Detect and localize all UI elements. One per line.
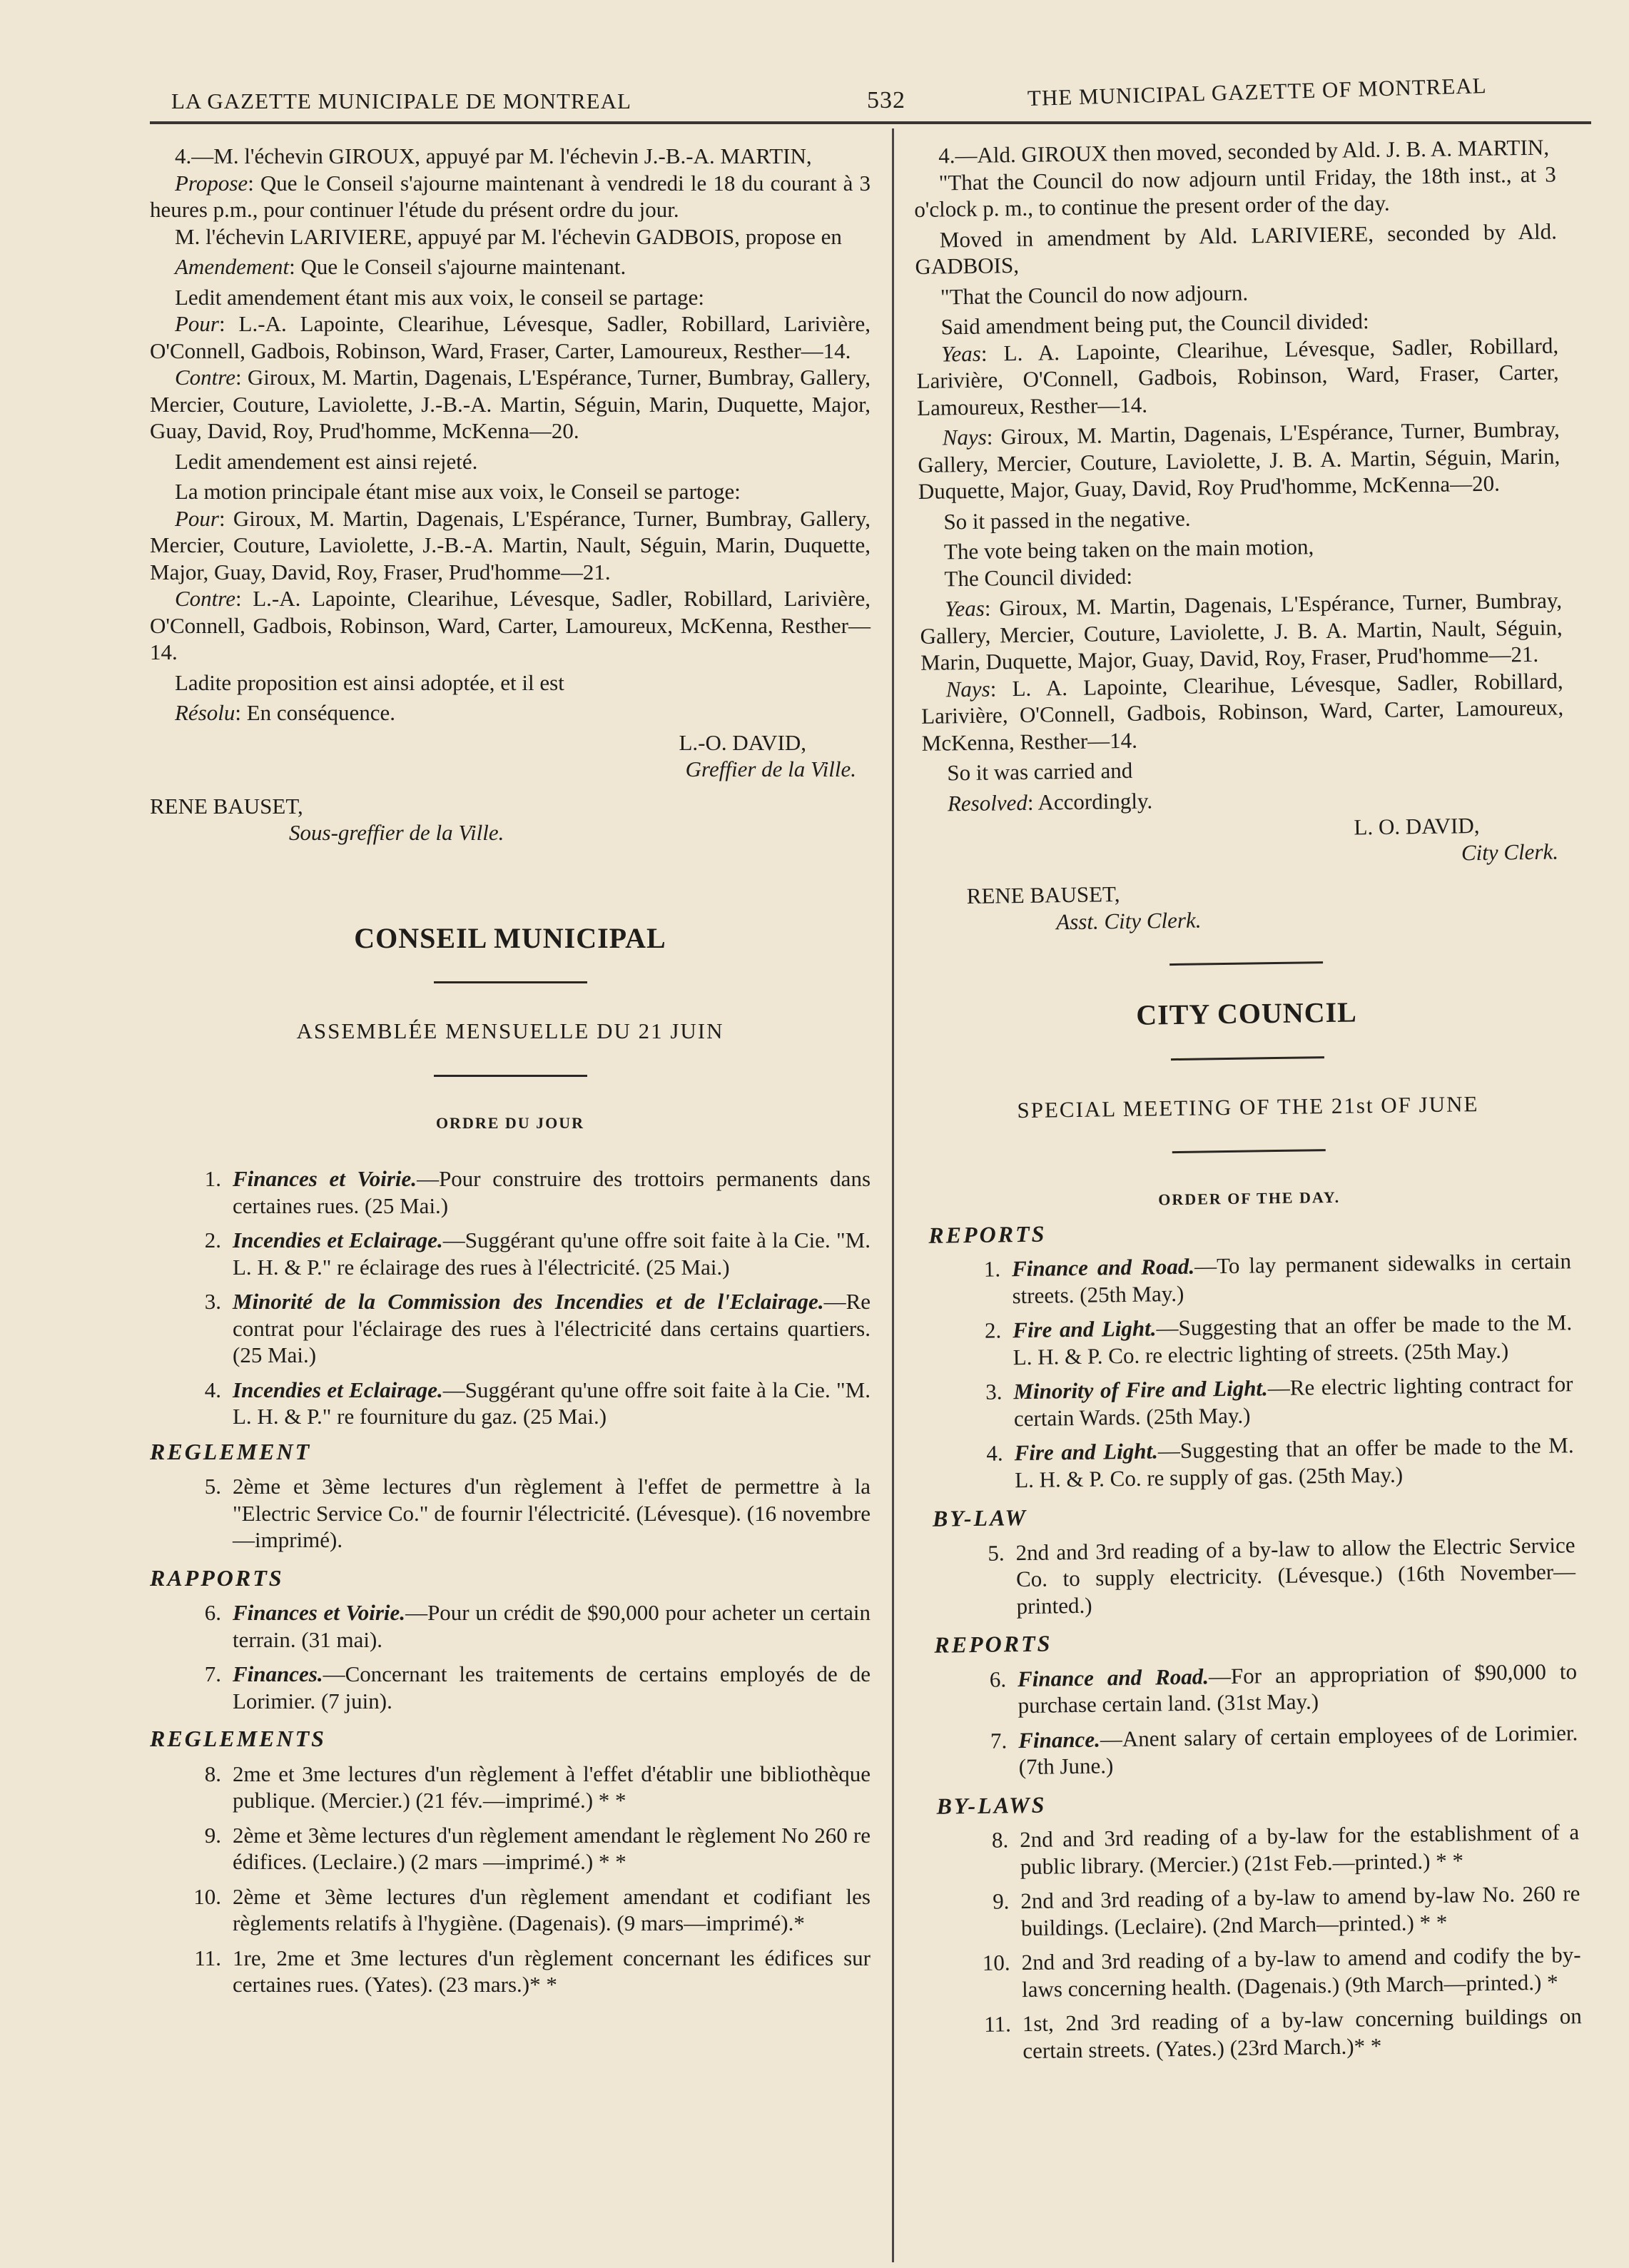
agenda-item xyxy=(930,1370,1573,1433)
assistant-signature-name: RENE BAUSET, xyxy=(150,793,303,819)
agenda-item-text xyxy=(1012,1247,1572,1309)
agenda-item-text xyxy=(1018,1658,1578,1719)
agenda-item xyxy=(930,1309,1573,1372)
agenda-item-number: 6. xyxy=(204,1600,221,1625)
resolution: Resolved: Accordingly. xyxy=(947,787,1153,816)
agenda-item-heading: Incendies et Eclairage. xyxy=(233,1377,443,1402)
agenda-item-text xyxy=(233,1227,871,1280)
paragraph: "That the Council do now adjourn. xyxy=(940,279,1249,309)
category-heading: REGLEMENT xyxy=(150,1438,312,1464)
signature-name: L.-O. DAVID, xyxy=(679,729,806,755)
agenda-item-body: —To lay permanent sidewalks in certain streets. (25th May.) xyxy=(1012,1248,1572,1308)
signature-title: City Clerk. xyxy=(1461,838,1559,865)
agenda-item-body: —Re electric lighting contract for certain Wards. (25th May.) xyxy=(1013,1371,1573,1431)
agenda-item-text xyxy=(1013,1309,1573,1370)
agenda-item-number: 11. xyxy=(983,2011,1012,2037)
agenda-item xyxy=(935,1719,1578,1782)
agenda-item xyxy=(150,1288,871,1369)
paragraph: The vote being taken on the main motion, xyxy=(943,534,1314,565)
agenda-item-heading: Finances et Voirie. xyxy=(233,1166,417,1191)
agenda-item-heading: Finances et Voirie. xyxy=(233,1600,406,1625)
agenda-item-body: 1re, 2me et 3me lectures d'un règlement concernant les édifices sur certaines rues. (Yates). (23 mars.)* * xyxy=(233,1945,871,1997)
vote-yeas: Yeas: Giroux, M. Martin, Dagenais, L'Espérance, Turner, Bumbray, Gallery, Mercier, Couture, Laviolette, J. B. A. Martin, Nault, Séguin, Marin, Duquette, Major, Guay, David, Roy, Fraser, Prud'homme—21. xyxy=(920,587,1563,675)
agenda-item xyxy=(940,2003,1583,2065)
vote-nays: Nays: Giroux, M. Martin, Dagenais, L'Espérance, Turner, Bumbray, Gallery, Mercier, Couture, Laviolette, J. B. A. Martin, Séguin, Marin, Duquette, Major, Guay, David, Roy Prud'homme, McKenna—20. xyxy=(918,416,1561,504)
agenda-list-a xyxy=(929,1247,1575,1494)
paragraph: "That the Council do now adjourn until Friday, the 18th inst., at 3 o'clock p. m., to continue the present order of the day. xyxy=(914,161,1556,222)
agenda-item-number: 3. xyxy=(985,1379,1003,1404)
agenda-item-number: 1. xyxy=(204,1166,221,1191)
signature-title: Greffier de la Ville. xyxy=(685,756,856,781)
divider-rule xyxy=(434,981,587,983)
agenda-item xyxy=(931,1432,1574,1494)
paragraph: So it passed in the negative. xyxy=(943,505,1191,534)
agenda-item xyxy=(938,1941,1581,2004)
english-column xyxy=(913,133,1583,2065)
agenda-item-text xyxy=(233,1473,871,1554)
agenda-item-number: 2. xyxy=(204,1227,221,1252)
agenda-item-number: 5. xyxy=(988,1539,1005,1566)
category-heading: BY-LAWS xyxy=(936,1791,1047,1819)
agenda-item-text xyxy=(233,1599,871,1653)
agenda-item xyxy=(150,1761,871,1814)
agenda-item-number: 7. xyxy=(204,1661,221,1686)
agenda-item-text xyxy=(233,1165,871,1219)
vote-yeas: Yeas: L. A. Lapointe, Clearihue, Lévesque, Sadler, Robillard, Larivière, O'Connell, Gadbois, Robinson, Ward, Fraser, Carter, Lamoureux, Resther—14. xyxy=(916,332,1559,420)
divider-rule xyxy=(434,1075,587,1077)
agenda-item xyxy=(150,1165,871,1219)
agenda-item-text xyxy=(1022,2003,1583,2064)
agenda-item xyxy=(150,1599,871,1653)
agenda-item-text xyxy=(1013,1370,1573,1432)
agenda-list-b xyxy=(150,1473,871,1554)
agenda-item-text xyxy=(1015,1532,1575,1619)
agenda-item-number: 8. xyxy=(991,1827,1009,1853)
paragraph: Ledit amendement étant mis aux voix, le conseil se partage: xyxy=(175,284,705,310)
agenda-item-number: 10. xyxy=(982,1950,1010,1975)
vote-nays: Nays: L. A. Lapointe, Clearihue, Lévesque, Sadler, Robillard, Larivière, O'Connell, Gadbois, Robinson, Ward, Carter, Lamoureux, McKenna, Resther—14. xyxy=(920,667,1564,756)
agenda-item-text xyxy=(233,1761,871,1814)
header-english-title: THE MUNICIPAL GAZETTE OF MONTREAL xyxy=(1027,73,1488,111)
agenda-item-body: 2ème et 3ème lectures d'un règlement amendant et codifiant les règlements relatifs à l'hygiène. (Dagenais). (9 mars—imprimé).* xyxy=(233,1883,871,1935)
paragraph: So it was carried and xyxy=(947,757,1133,786)
column-divider xyxy=(892,128,894,2262)
paragraph: Said amendment being put, the Council divided: xyxy=(940,308,1369,340)
agenda-item xyxy=(150,1945,871,1998)
paragraph: Ladite proposition est ainsi adoptée, et il est xyxy=(175,669,564,695)
agenda-item xyxy=(938,1880,1580,1943)
agenda-item xyxy=(150,1661,871,1714)
section-title: CITY COUNCIL xyxy=(1136,996,1358,1031)
agenda-item-text xyxy=(233,1377,871,1430)
agenda-list-c xyxy=(935,1658,1578,1782)
agenda-item-number: 4. xyxy=(204,1377,221,1402)
agenda-list-d xyxy=(150,1761,871,1998)
paragraph: La motion principale étant mise aux voix, le Conseil se partoge: xyxy=(175,479,741,504)
agenda-item-heading: Finances. xyxy=(233,1661,323,1686)
agenda-list-a xyxy=(150,1165,871,1430)
agenda-item-body: —For an appropriation of $90,000 to purchase certain land. (31st May.) xyxy=(1018,1658,1578,1718)
assistant-signature-title: Asst. City Clerk. xyxy=(1056,906,1202,934)
agenda-item xyxy=(150,1227,871,1280)
agenda-item-number: 8. xyxy=(204,1761,221,1786)
agenda-item-heading: Fire and Light. xyxy=(1014,1438,1159,1466)
agenda-item xyxy=(150,1822,871,1875)
category-heading: REGLEMENTS xyxy=(150,1726,326,1751)
agenda-item xyxy=(935,1658,1578,1721)
resolution: Résolu: En conséquence. xyxy=(175,700,396,725)
agenda-item-body: —Suggesting that an offer be made to the M. L. H. & P. Co. re electric lighting of streets. (25th May.) xyxy=(1013,1310,1573,1370)
agenda-item-body: —Concernant les traitements de certains employés de de Lorimier. (7 juin). xyxy=(233,1661,871,1713)
agenda-item-number: 6. xyxy=(989,1666,1007,1692)
agenda-list-b xyxy=(933,1532,1575,1621)
agenda-item-text xyxy=(233,1288,871,1369)
agenda-list-d xyxy=(937,1818,1583,2065)
assistant-signature-title: Sous-greffier de la Ville. xyxy=(289,820,504,845)
agenda-list-c xyxy=(150,1599,871,1714)
section-subtitle: ASSEMBLÉE MENSUELLE DU 21 JUIN xyxy=(296,1018,724,1043)
section-title: CONSEIL MUNICIPAL xyxy=(354,921,666,954)
agenda-item-text xyxy=(233,1822,871,1875)
paragraph: Amendement: Que le Conseil s'ajourne maintenant. xyxy=(175,254,626,279)
agenda-item-number: 3. xyxy=(204,1289,221,1314)
agenda-item-text xyxy=(1018,1719,1578,1781)
assistant-signature-name: RENE BAUSET, xyxy=(966,881,1120,909)
vote-for: Pour: L.-A. Lapointe, Clearihue, Lévesque, Sadler, Robillard, Larivière, O'Connell, Gadbois, Robinson, Ward, Fraser, Carter, Lamoureux, Resther—14. xyxy=(150,311,871,363)
paragraph: 4.—Ald. GIROUX then moved, seconded by Ald. J. B. A. MARTIN, xyxy=(938,134,1550,168)
category-heading: BY-LAW xyxy=(932,1504,1028,1532)
agenda-item-heading: Minorité de la Commission des Incendies et de l'Eclairage. xyxy=(233,1289,824,1314)
agenda-item-heading: Finance and Road. xyxy=(1011,1253,1195,1282)
header-french-title: LA GAZETTE MUNICIPALE DE MONTREAL xyxy=(171,88,631,113)
french-column xyxy=(150,143,871,1998)
vote-for: Pour: Giroux, M. Martin, Dagenais, L'Espérance, Turner, Bumbray, Gallery, Mercier, Couture, Laviolette, J.-B.-A. Martin, Nault, Séguin, Marin, Duquette, Major, Guay, David, Roy, Fraser, Prud'homme—21. xyxy=(150,505,871,584)
agenda-item-body: —Pour construire des trottoirs permanents dans certaines rues. (25 Mai.) xyxy=(233,1166,871,1218)
agenda-item-number: 5. xyxy=(204,1474,221,1499)
category-heading: REPORTS xyxy=(928,1220,1047,1248)
agenda-item xyxy=(150,1883,871,1937)
agenda-item-body: 2me et 3me lectures d'un règlement à l'effet d'établir une bibliothèque publique. (Mercier.) (21 fév.—imprimé.) * * xyxy=(233,1761,871,1813)
paragraph: Propose: Que le Conseil s'ajourne maintenant à vendredi le 18 du courant à 3 heures p.m., pour continuer l'étude du présent ordre du jour. xyxy=(150,170,871,222)
agenda-item-heading: Finance. xyxy=(1018,1726,1101,1753)
agenda-item-body: —Re contrat pour l'éclairage des rues à l'électricité dans certains quartiers. (25 Mai.) xyxy=(233,1289,871,1367)
agenda-item-body: —Pour un crédit de $90,000 pour acheter un certain terrain. (31 mai). xyxy=(233,1600,871,1652)
agenda-item-text xyxy=(1020,1880,1580,1941)
category-heading: REPORTS xyxy=(934,1630,1052,1658)
paragraph: M. l'échevin LARIVIERE, appuyé par M. l'échevin GADBOIS, propose en xyxy=(175,223,842,249)
paragraph: 4.—M. l'échevin GIROUX, appuyé par M. l'échevin J.-B.-A. MARTIN, xyxy=(175,143,812,168)
agenda-item-number: 2. xyxy=(984,1317,1002,1343)
agenda-item-body: —Suggérant qu'une offre soit faite à la Cie. "M. L. H. & P." re fourniture du gaz. (25 Mai.) xyxy=(233,1377,871,1429)
paragraph: Moved in amendment by Ald. LARIVIERE, seconded by Ald. GADBOIS, xyxy=(915,218,1558,279)
agenda-item-text xyxy=(1021,1941,1581,2003)
agenda-item-body: 2nd and 3rd reading of a by-law to allow the Electric Service Co. to supply electricity. (Lévesque.) (16th November—printed.) xyxy=(1015,1532,1576,1619)
category-heading: RAPPORTS xyxy=(150,1564,284,1591)
agenda-item-number: 1. xyxy=(983,1256,1001,1282)
agenda-item-number: 9. xyxy=(992,1888,1010,1914)
agenda-item xyxy=(937,1818,1580,1881)
divider-rule xyxy=(1172,1149,1325,1153)
agenda-item-heading: Minority of Fire and Light. xyxy=(1013,1375,1269,1404)
agenda-item-body: 2nd and 3rd reading of a by-law for the establishment of a public library. (Mercier.) (21st Feb.—printed.) * * xyxy=(1019,1819,1580,1879)
header-rule xyxy=(150,121,1591,124)
signature-name: L. O. DAVID, xyxy=(1354,813,1480,840)
agenda-item xyxy=(150,1473,871,1554)
agenda-item-number: 11. xyxy=(194,1945,221,1970)
agenda-item-heading: Finance and Road. xyxy=(1017,1663,1209,1691)
agenda-item xyxy=(150,1377,871,1430)
agenda-item-text xyxy=(1020,1818,1580,1880)
vote-against: Contre: Giroux, M. Martin, Dagenais, L'Espérance, Turner, Bumbray, Gallery, Mercier, Couture, Laviolette, J.-B.-A. Martin, Séguin, Marin, Duquette, Major, Guay, David, Roy, Prud'homme, McKenna—20. xyxy=(150,365,871,443)
page-number: 532 xyxy=(867,87,905,113)
agenda-item-body: 2ème et 3ème lectures d'un règlement à l'effet de permettre à la "Electric Service Co." de fournir l'électricité. (Lévesque). (16 novembre—imprimé). xyxy=(233,1474,871,1552)
agenda-item-heading: Incendies et Eclairage. xyxy=(233,1227,443,1252)
agenda-item-body: —Anent salary of certain employees of de Lorimier. (7th June.) xyxy=(1018,1719,1578,1780)
agenda-item-number: 10. xyxy=(193,1883,221,1909)
agenda-item-text xyxy=(233,1883,871,1937)
agenda-item-text xyxy=(233,1661,871,1714)
running-head xyxy=(171,73,1586,120)
agenda-item-heading: Fire and Light. xyxy=(1012,1315,1157,1343)
agenda-item xyxy=(933,1532,1575,1621)
agenda-item-number: 7. xyxy=(990,1727,1008,1753)
agenda-item-number: 4. xyxy=(986,1440,1003,1466)
agenda-item-number: 9. xyxy=(204,1822,221,1848)
section-subtitle: SPECIAL MEETING OF THE 21st OF JUNE xyxy=(1017,1090,1479,1123)
divider-rule xyxy=(1170,1056,1324,1060)
agenda-item-text xyxy=(233,1945,871,1998)
divider-rule xyxy=(1169,961,1323,966)
agenda-item-body: 2nd and 3rd reading of a by-law to amend by-law No. 260 re buildings. (Leclaire). (2nd March—printed.) * * xyxy=(1020,1880,1580,1940)
agenda-item-body: 2ème et 3ème lectures d'un règlement amendant le règlement No 260 re édifices. (Leclaire.) (2 mars —imprimé.) * * xyxy=(233,1822,871,1874)
agenda-item-body: —Suggérant qu'une offre soit faite à la Cie. "M. L. H. & P." re éclairage des rues à l'électricité. (25 Mai.) xyxy=(233,1227,871,1280)
agenda-item-text xyxy=(1014,1432,1574,1493)
order-of-day-heading: ORDRE DU JOUR xyxy=(435,1113,585,1132)
agenda-item-body: 2nd and 3rd reading of a by-law to amend and codify the by-laws concerning health. (Dagenais.) (9th March—printed.) * xyxy=(1021,1942,1581,2002)
agenda-item xyxy=(929,1247,1572,1310)
paragraph: Ledit amendement est ainsi rejeté. xyxy=(175,448,478,474)
vote-against: Contre: L.-A. Lapointe, Clearihue, Lévesque, Sadler, Robillard, Larivière, O'Connell, Gadbois, Robinson, Ward, Carter, Lamoureux, McKenna, Resther—14. xyxy=(150,586,871,664)
paragraph: The Council divided: xyxy=(944,563,1133,591)
order-of-day-heading: ORDER OF THE DAY. xyxy=(1158,1188,1341,1209)
agenda-item-body: 1st, 2nd 3rd reading of a by-law concerning buildings on certain streets. (Yates.) (23rd March.)* * xyxy=(1022,2003,1582,2063)
agenda-item-body: —Suggesting that an offer be made to the M. L. H. & P. Co. re supply of gas. (25th May.) xyxy=(1014,1432,1574,1492)
